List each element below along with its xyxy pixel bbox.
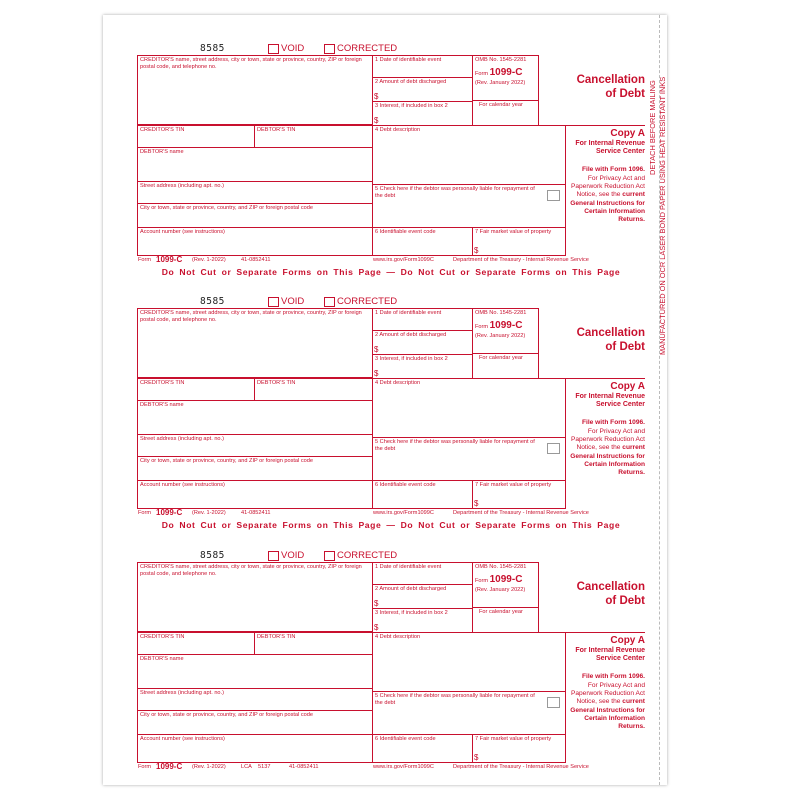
form-title: Cancellation of Debt — [576, 581, 645, 607]
box2-field[interactable] — [372, 77, 473, 102]
form-title: Cancellation of Debt — [576, 327, 645, 353]
box4-label: 4 Debt description — [375, 634, 421, 640]
footer-cat-number: 41-0852411 — [241, 257, 271, 263]
box5-field — [372, 437, 566, 481]
street-label: Street address (including apt. no.) — [140, 436, 224, 442]
account-label: Account number (see instructions) — [140, 736, 225, 742]
box5-checkbox[interactable] — [547, 190, 560, 201]
form-1099c-3 — [137, 550, 645, 778]
file-with-label: File with Form 1096. — [581, 166, 645, 173]
dollar-sign: $ — [374, 92, 379, 102]
do-not-cut-notice: Do Not Cut or Separate Forms on This Page — Do Not Cut or Separate Forms on This Page — [161, 520, 621, 530]
box1-field[interactable] — [372, 55, 473, 78]
calendar-year-label: For calendar year — [479, 355, 523, 361]
footer-cat-number: 41-0852411 — [241, 510, 271, 516]
dollar-sign: $ — [374, 345, 379, 355]
manufactured-text: MANUFACTURED ON OCR LASER BOND PAPER USING HEAT RESISTANT INKS — [658, 76, 667, 355]
box5-label: 5 Check here if the debtor was personally liable for repayment of the debt — [375, 439, 535, 452]
debtor-name-label: DEBTOR'S name — [140, 402, 184, 408]
form-code: 8585 — [200, 296, 225, 307]
creditor-name-field[interactable] — [137, 562, 373, 632]
creditor-tin-label: CREDITOR'S TIN — [140, 380, 185, 386]
privacy-text: For Privacy Act and Paperwork Reduction Act Notice, see the — [570, 682, 645, 706]
box6-field[interactable] — [372, 734, 473, 763]
dollar-sign: $ — [374, 116, 379, 126]
footer-url: www.irs.gov/Form1099C — [373, 764, 434, 770]
box2-field[interactable] — [372, 330, 473, 355]
footer-cat-number: 41-0852411 — [289, 764, 319, 770]
privacy-notice — [567, 682, 645, 731]
footer-form-name: 1099-C — [156, 255, 183, 264]
footer-revision: (Rev. 1-2022) — [192, 764, 226, 770]
footer-url: www.irs.gov/Form1099C — [373, 510, 434, 516]
corrected-label: CORRECTED — [337, 43, 398, 54]
box3-field[interactable] — [372, 354, 473, 379]
footer-revision: (Rev. 1-2022) — [192, 257, 226, 263]
creditor-tin-label: CREDITOR'S TIN — [140, 634, 185, 640]
city-field[interactable] — [137, 456, 373, 481]
account-field[interactable] — [137, 227, 373, 256]
copy-a-box — [565, 378, 645, 509]
creditor-name-field[interactable] — [137, 55, 373, 125]
omb-number: OMB No. 1545-2281 — [475, 564, 527, 570]
city-label: City or town, state or province, country, and ZIP or foreign postal code — [140, 458, 313, 464]
footer-department: Department of the Treasury - Internal Revenue Service — [453, 257, 589, 263]
box5-field — [372, 184, 566, 228]
void-checkbox[interactable] — [268, 44, 279, 54]
omb-form-box — [472, 55, 539, 101]
privacy-notice — [567, 428, 645, 477]
account-label: Account number (see instructions) — [140, 482, 225, 488]
box4-field[interactable] — [372, 378, 566, 438]
file-with-label: File with Form 1096. — [581, 673, 645, 680]
privacy-bold-text: current General Instructions for Certain Information Returns. — [570, 191, 645, 224]
creditor-tin-field[interactable] — [137, 125, 255, 148]
corrected-checkbox[interactable] — [324, 44, 335, 54]
box2-label: 2 Amount of debt discharged — [375, 586, 447, 592]
footer-form-name: 1099-C — [156, 762, 183, 771]
debtor-tin-label: DEBTOR'S TIN — [257, 634, 296, 640]
void-label: VOID — [281, 43, 305, 54]
box5-checkbox[interactable] — [547, 443, 560, 454]
box3-label: 3 Interest, if included in box 2 — [375, 356, 448, 362]
box4-label: 4 Debt description — [375, 380, 421, 386]
form-title: Cancellation of Debt — [576, 74, 645, 100]
debtor-tin-label: DEBTOR'S TIN — [257, 380, 296, 386]
account-label: Account number (see instructions) — [140, 229, 225, 235]
form-label: Form — [475, 323, 489, 330]
creditor-tin-field[interactable] — [137, 378, 255, 401]
box7-label: 7 Fair market value of property — [475, 482, 552, 488]
debtor-tin-field[interactable] — [254, 378, 373, 401]
void-checkbox[interactable] — [268, 297, 279, 307]
footer-lca: LCA — [241, 764, 252, 770]
calendar-year-label: For calendar year — [479, 609, 523, 615]
footer-form-label: Form — [138, 257, 152, 263]
footer-revision: (Rev. 1-2022) — [192, 510, 226, 516]
footer-lca-number: 5137 — [258, 764, 271, 770]
box6-field[interactable] — [372, 227, 473, 256]
city-label: City or town, state or province, country, and ZIP or foreign postal code — [140, 205, 313, 211]
copy-label: Copy A — [610, 128, 645, 139]
box7-field[interactable] — [472, 480, 566, 509]
do-not-cut-notice: Do Not Cut or Separate Forms on This Page — Do Not Cut or Separate Forms on This Page — [161, 267, 621, 277]
box6-label: 6 Identifiable event code — [375, 736, 436, 742]
box3-field[interactable] — [372, 101, 473, 126]
privacy-notice — [567, 175, 645, 224]
copy-a-box — [565, 125, 645, 256]
street-field[interactable] — [137, 434, 373, 457]
box1-label: 1 Date of identifiable event — [375, 57, 442, 63]
dollar-sign: $ — [474, 499, 479, 509]
box3-field[interactable] — [372, 608, 473, 633]
form-name: 1099-C — [489, 573, 523, 585]
creditor-name-label: CREDITOR'S name, street address, city or town, state or province, country, ZIP or foreign postal code, and telephone no. — [140, 310, 362, 323]
void-label: VOID — [281, 550, 305, 561]
privacy-text: For Privacy Act and Paperwork Reduction Act Notice, see the — [570, 175, 645, 199]
street-label: Street address (including apt. no.) — [140, 183, 224, 189]
dollar-sign: $ — [374, 623, 379, 633]
street-label: Street address (including apt. no.) — [140, 690, 224, 696]
box6-label: 6 Identifiable event code — [375, 229, 436, 235]
form-code: 8585 — [200, 43, 225, 54]
form-1099c-1 — [137, 43, 645, 277]
box2-label: 2 Amount of debt discharged — [375, 79, 447, 85]
creditor-name-label: CREDITOR'S name, street address, city or town, state or province, country, ZIP or foreign postal code, and telephone no. — [140, 564, 362, 577]
box7-field[interactable] — [472, 227, 566, 256]
debtor-name-field[interactable] — [137, 147, 373, 182]
calendar-year-label: For calendar year — [479, 102, 523, 108]
for-irs-label: For Internal Revenue Service Center — [575, 393, 645, 408]
footer-form-label: Form — [138, 510, 152, 516]
box7-label: 7 Fair market value of property — [475, 229, 552, 235]
footer-form-label: Form — [138, 764, 152, 770]
box4-label: 4 Debt description — [375, 127, 421, 133]
box2-field[interactable] — [372, 584, 473, 609]
debtor-tin-label: DEBTOR'S TIN — [257, 127, 296, 133]
debtor-name-field[interactable] — [137, 400, 373, 435]
corrected-checkbox[interactable] — [324, 297, 335, 307]
void-label: VOID — [281, 296, 305, 307]
form-grid — [137, 55, 645, 256]
detach-text: DETACH BEFORE MAILING — [648, 80, 657, 175]
privacy-text: For Privacy Act and Paperwork Reduction Act Notice, see the — [570, 428, 645, 452]
calendar-year-field[interactable] — [472, 607, 539, 633]
form-revision: (Rev. January 2022) — [475, 333, 526, 340]
footer-form-name: 1099-C — [156, 508, 183, 517]
creditor-tin-field[interactable] — [137, 632, 255, 655]
city-label: City or town, state or province, country, and ZIP or foreign postal code — [140, 712, 313, 718]
box3-label: 3 Interest, if included in box 2 — [375, 610, 448, 616]
account-field[interactable] — [137, 734, 373, 763]
city-field[interactable] — [137, 710, 373, 735]
form-revision: (Rev. January 2022) — [475, 80, 526, 87]
form-1099c-2 — [137, 296, 645, 530]
form-header — [137, 296, 645, 308]
privacy-bold-text: current General Instructions for Certain Information Returns. — [570, 698, 645, 731]
corrected-checkbox[interactable] — [324, 551, 335, 561]
box1-field[interactable] — [372, 308, 473, 331]
calendar-year-field[interactable] — [472, 100, 539, 126]
dollar-sign: $ — [374, 369, 379, 379]
debtor-name-field[interactable] — [137, 654, 373, 689]
box7-label: 7 Fair market value of property — [475, 736, 552, 742]
form-footer — [137, 764, 645, 772]
form-header — [137, 550, 645, 562]
for-irs-label: For Internal Revenue Service Center — [575, 140, 645, 155]
footer-department: Department of the Treasury - Internal Revenue Service — [453, 764, 589, 770]
copy-label: Copy A — [610, 381, 645, 392]
box5-checkbox[interactable] — [547, 697, 560, 708]
debtor-name-label: DEBTOR'S name — [140, 149, 184, 155]
omb-number: OMB No. 1545-2281 — [475, 310, 527, 316]
void-checkbox[interactable] — [268, 551, 279, 561]
box1-label: 1 Date of identifiable event — [375, 310, 442, 316]
box1-label: 1 Date of identifiable event — [375, 564, 442, 570]
copy-a-box — [565, 632, 645, 763]
form-code: 8585 — [200, 550, 225, 561]
box5-label: 5 Check here if the debtor was personally liable for repayment of the debt — [375, 186, 535, 199]
box5-label: 5 Check here if the debtor was personally liable for repayment of the debt — [375, 693, 535, 706]
street-field[interactable] — [137, 181, 373, 204]
form-name: 1099-C — [489, 319, 523, 331]
copy-label: Copy A — [610, 635, 645, 646]
form-header — [137, 43, 645, 55]
form-footer — [137, 510, 645, 518]
form-grid — [137, 308, 645, 509]
footer-url: www.irs.gov/Form1099C — [373, 257, 434, 263]
box4-field[interactable] — [372, 632, 566, 692]
box6-label: 6 Identifiable event code — [375, 482, 436, 488]
omb-form-box — [472, 562, 539, 608]
box2-label: 2 Amount of debt discharged — [375, 332, 447, 338]
creditor-name-field[interactable] — [137, 308, 373, 378]
form-footer — [137, 257, 645, 265]
box7-field[interactable] — [472, 734, 566, 763]
creditor-name-label: CREDITOR'S name, street address, city or town, state or province, country, ZIP or foreign postal code, and telephone no. — [140, 57, 362, 70]
corrected-label: CORRECTED — [337, 296, 398, 307]
privacy-bold-text: current General Instructions for Certain Information Returns. — [570, 444, 645, 477]
form-name: 1099-C — [489, 66, 523, 78]
box4-field[interactable] — [372, 125, 566, 185]
for-irs-label: For Internal Revenue Service Center — [575, 647, 645, 662]
box6-field[interactable] — [372, 480, 473, 509]
footer-department: Department of the Treasury - Internal Revenue Service — [453, 510, 589, 516]
debtor-tin-field[interactable] — [254, 632, 373, 655]
street-field[interactable] — [137, 688, 373, 711]
omb-number: OMB No. 1545-2281 — [475, 57, 527, 63]
dollar-sign: $ — [474, 753, 479, 763]
form-label: Form — [475, 70, 489, 77]
calendar-year-field[interactable] — [472, 353, 539, 379]
file-with-label: File with Form 1096. — [581, 419, 645, 426]
city-field[interactable] — [137, 203, 373, 228]
box5-field — [372, 691, 566, 735]
form-label: Form — [475, 577, 489, 584]
box1-field[interactable] — [372, 562, 473, 585]
dollar-sign: $ — [374, 599, 379, 609]
debtor-name-label: DEBTOR'S name — [140, 656, 184, 662]
form-grid — [137, 562, 645, 763]
omb-form-box — [472, 308, 539, 354]
dollar-sign: $ — [474, 246, 479, 256]
creditor-tin-label: CREDITOR'S TIN — [140, 127, 185, 133]
form-revision: (Rev. January 2022) — [475, 587, 526, 594]
debtor-tin-field[interactable] — [254, 125, 373, 148]
account-field[interactable] — [137, 480, 373, 509]
corrected-label: CORRECTED — [337, 550, 398, 561]
box3-label: 3 Interest, if included in box 2 — [375, 103, 448, 109]
